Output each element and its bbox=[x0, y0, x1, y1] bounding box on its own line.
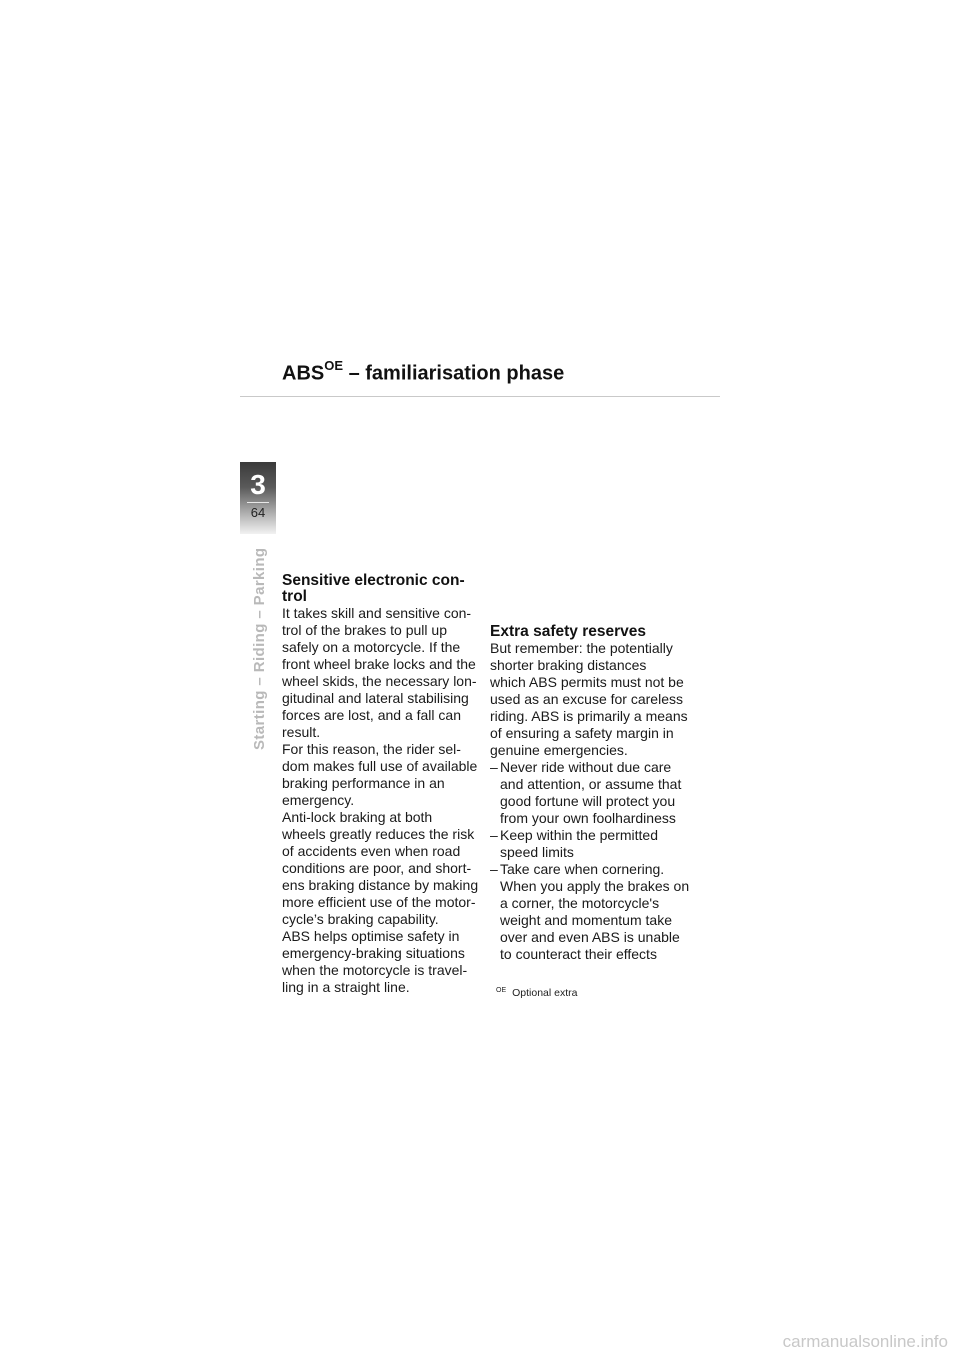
paragraph: Anti-lock braking at both wheels greatly reduces the risk of accidents even when road conditions are poor, and short- ens braking distance by making more efficient use of the motor- cycle’s braking capability. bbox=[282, 809, 479, 927]
paragraph: For this reason, the rider sel- dom makes full use of available braking performance in an emergency. bbox=[282, 741, 478, 808]
list-item bbox=[490, 861, 690, 963]
left-column bbox=[282, 573, 482, 996]
paragraph: It takes skill and sensitive con- trol of the brakes to pull up safely on a motorcycle. If the front wheel brake locks and the wheel skids, the necessary lon- gitudinal and lateral stabilising forces are lost, and a fall can result. bbox=[282, 605, 477, 740]
page-title-main: ABS bbox=[282, 362, 325, 385]
section-heading-sensitive-control: Sensitive electronic con- trol bbox=[282, 572, 465, 605]
list-item bbox=[490, 827, 690, 861]
footnote-text: Optional extra bbox=[512, 987, 578, 999]
list-item-text: Keep within the permitted speed limits bbox=[500, 827, 658, 860]
page-title-superscript: OE bbox=[324, 358, 344, 373]
bullet-marker: – bbox=[490, 759, 498, 775]
chapter-side-label: Starting – Riding – Parking bbox=[251, 547, 268, 750]
paragraph: But remember: the potentially shorter braking distances which ABS permits must not be used as an excuse for careless riding. ABS is primarily a means of ensuring a safety margin in genuine emergencies. bbox=[490, 640, 688, 758]
bullet-list bbox=[490, 759, 690, 963]
chapter-number: 3 bbox=[250, 469, 266, 500]
right-column bbox=[490, 624, 690, 963]
title-divider bbox=[240, 396, 720, 397]
chapter-divider bbox=[247, 502, 269, 503]
list-item-text: Take care when cornering. When you apply the brakes on a corner, the motorcycle's weight and momentum take over and even ABS is unable to counteract their effects bbox=[500, 861, 690, 962]
page-number: 64 bbox=[250, 505, 266, 520]
chapter-tab bbox=[240, 462, 276, 534]
bullet-marker: – bbox=[490, 827, 498, 843]
footnote-mark: OE bbox=[496, 987, 507, 994]
list-item-text: Never ride without due care and attention, or assume that good fortune will protect you from your own foolhardiness bbox=[500, 759, 682, 826]
bullet-marker: – bbox=[490, 861, 498, 877]
watermark: carmanualsonline.info bbox=[782, 1332, 948, 1351]
footnote bbox=[496, 987, 578, 999]
page-title bbox=[282, 360, 564, 386]
paragraph: ABS helps optimise safety in emergency-braking situations when the motorcycle is travel- ling in a straight line. bbox=[282, 928, 468, 995]
section-heading-safety-reserves: Extra safety reserves bbox=[490, 623, 646, 640]
list-item bbox=[490, 759, 690, 827]
page-title-rest: – familiarisation phase bbox=[343, 362, 565, 385]
